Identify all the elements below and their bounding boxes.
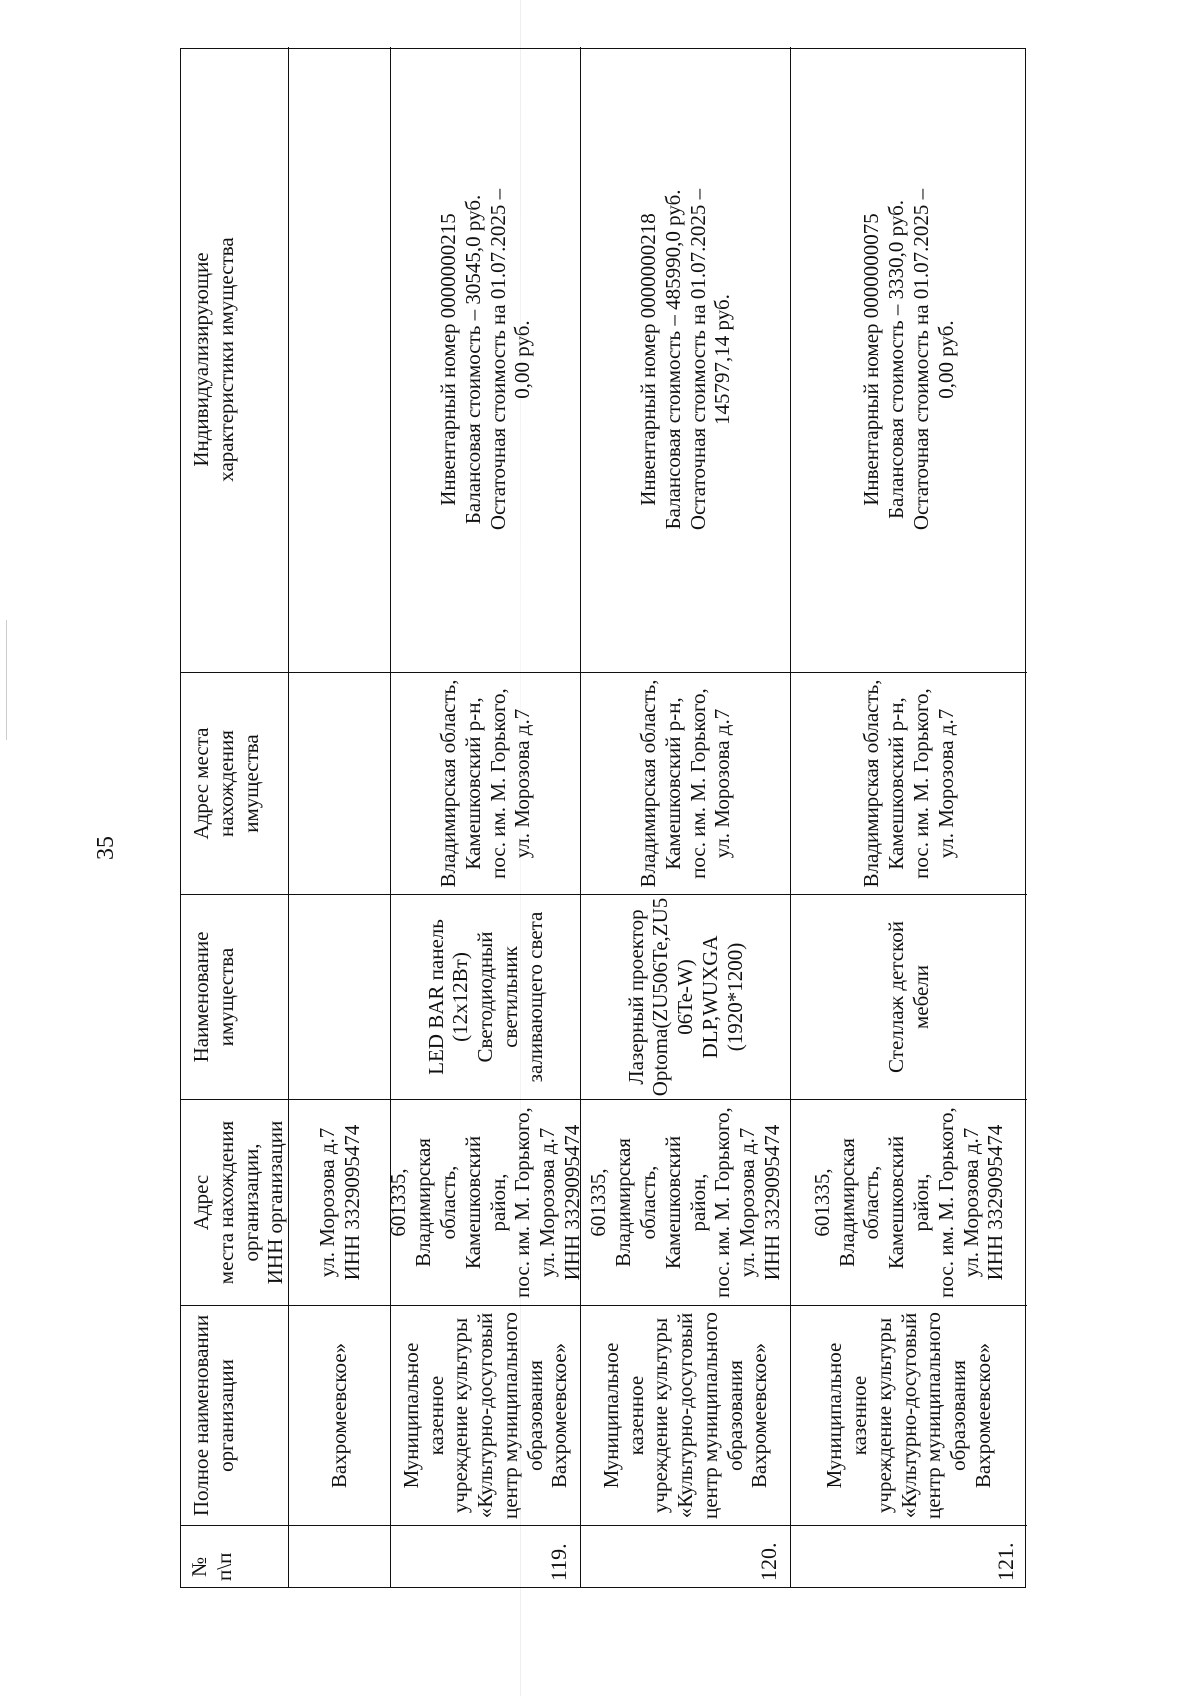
row-org-address: 601335, Владимирская область, Камешковский район, пос. им. М. Горького, ул. Морозова д.7 ИНН 3329095474 — [791, 1099, 1027, 1305]
row-org-name: Муниципальное казенное учреждение культуры «Культурно-досуговый центр муниципального образования Вахромеевское» — [581, 1305, 791, 1525]
row-org-name: Муниципальное казенное учреждение культуры «Культурно-досуговый центр муниципального образования Вахромеевское» — [391, 1305, 581, 1525]
row-org-address: 601335, Владимирская область, Камешковский район, пос. им. М. Горького, ул. Морозова д.7 ИНН 3329095474 — [391, 1099, 581, 1305]
row-org-address: 601335, Владимирская область, Камешковский район, пос. им. М. Горького, ул. Морозова д.7 ИНН 3329095474 — [581, 1099, 791, 1305]
row-item-address: Владимирская область, Камешковский р-н, пос. им. М. Горького, ул. Морозова д.7 — [791, 672, 1027, 894]
row-characteristics: Инвентарный номер 0000000215 Балансовая стоимость – 30545,0 руб. Остаточная стоимость на 01.07.2025 – 0,00 руб. — [391, 47, 581, 672]
row-num: 120. — [581, 1525, 791, 1587]
row-item-name — [289, 894, 391, 1099]
row-org-name: Вахромеевское» — [289, 1305, 391, 1525]
row-characteristics: Инвентарный номер 0000000218 Балансовая стоимость – 485990,0 руб. Остаточная стоимость на 01.07.2025 – 145797,14 руб. — [581, 47, 791, 672]
row-item-name: LED BAR панель (12x12Вт) Светодиодный светильник заливающего света — [391, 894, 581, 1099]
header-num: № п\п — [181, 1525, 289, 1587]
scan-artifact-mark — [6, 620, 7, 740]
row-item-name: Стеллаж детской мебели — [791, 894, 1027, 1099]
row-item-address: Владимирская область, Камешковский р-н, пос. им. М. Горького, ул. Морозова д.7 — [581, 672, 791, 894]
rotated-table-wrapper — [180, 48, 1026, 1588]
property-table — [180, 48, 1026, 1588]
header-item-address: Адрес места нахождения имущества — [181, 672, 289, 894]
row-characteristics: Инвентарный номер 0000000075 Балансовая стоимость – 3330,0 руб. Остаточная стоимость на 01.07.2025 – 0,00 руб. — [859, 188, 958, 531]
header-characteristics: Индивидуализирующие характеристики имущества — [181, 47, 289, 672]
header-item-name: Наименование имущества — [181, 894, 289, 1099]
row-item-address: Владимирская область, Камешковский р-н, пос. им. М. Горького, ул. Морозова д.7 — [391, 672, 581, 894]
row-num: 119. — [391, 1525, 581, 1587]
page-number: 35 — [92, 836, 119, 860]
row-characteristics — [289, 47, 391, 672]
row-org-address: ул. Морозова д.7 ИНН 3329095474 — [289, 1099, 391, 1305]
row-item-name: Лазерный проектор Optoma(ZU506Te,ZU5 06Te-W) DLP,WUXGA (1920*1200) — [581, 894, 791, 1099]
header-org-name: Полное наименовании организации — [181, 1305, 289, 1525]
row-num: 121. — [791, 1525, 1027, 1587]
header-org-address: Адрес места нахождения организации, ИНН организации — [181, 1099, 289, 1305]
row-num — [289, 1525, 391, 1587]
row-item-address — [289, 672, 391, 894]
row-org-name: Муниципальное казенное учреждение культуры «Культурно-досуговый центр муниципального образования Вахромеевское» — [791, 1305, 1027, 1525]
